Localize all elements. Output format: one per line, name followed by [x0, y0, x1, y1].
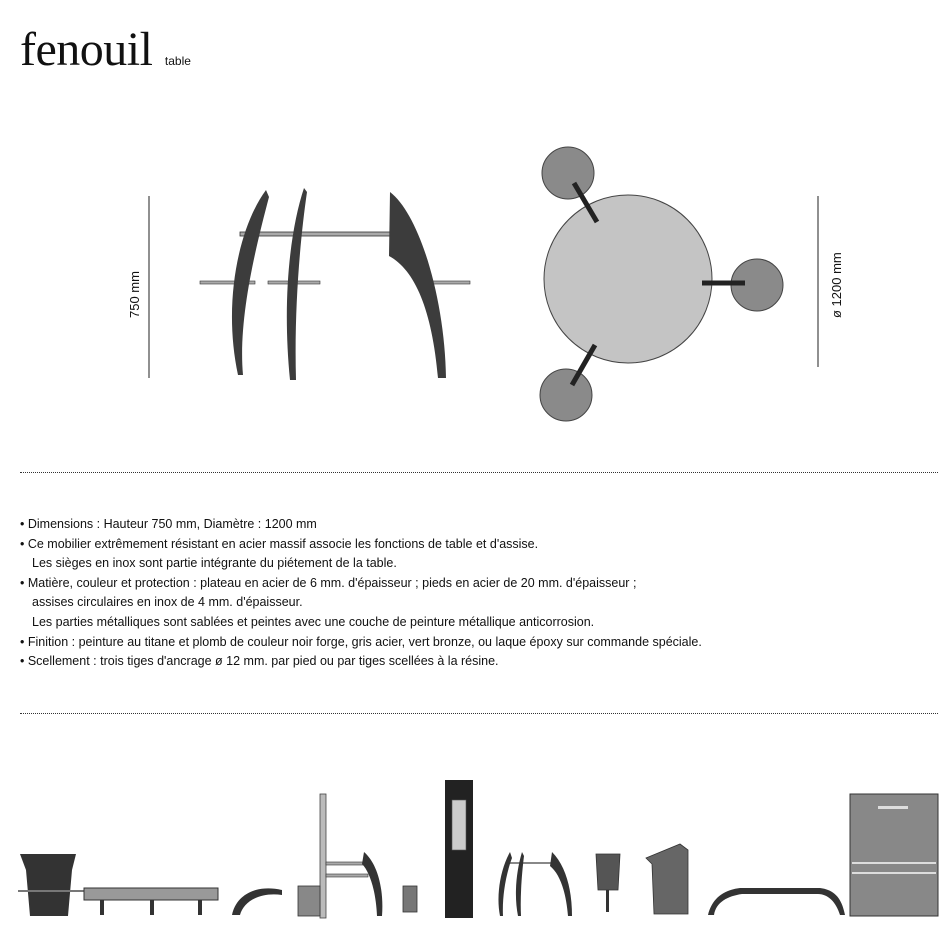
product-panel-seat — [298, 794, 382, 918]
specifications — [20, 515, 920, 672]
technical-drawing — [0, 0, 945, 440]
product-totem — [445, 780, 473, 918]
product-arch-stool — [232, 888, 282, 915]
spec-line: assises circulaires en inox de 4 mm. d'épaisseur. — [32, 595, 303, 610]
divider-bottom — [20, 713, 938, 714]
page-title: fenouil — [20, 23, 153, 76]
height-label: 750 mm — [127, 271, 142, 318]
product-bin — [596, 854, 620, 912]
seat-top-left — [542, 147, 594, 199]
product-arch-bench — [708, 888, 845, 915]
product-planter — [18, 854, 84, 916]
spec-line: Les sièges en inox sont partie intégrante du piétement de la table. — [32, 556, 397, 571]
plan-view — [540, 147, 783, 421]
product-fenouil-table — [498, 852, 572, 916]
diameter-label: ø 1200 mm — [829, 252, 844, 318]
spec-line: • Matière, couleur et protection : plateau en acier de 6 mm. d'épaisseur ; pieds en acier de 20 mm. d'épaisseur ; — [20, 575, 637, 590]
spec-line: Les parties métalliques sont sablées et peintes avec une couche de peinture métallique anticorrosion. — [32, 614, 595, 629]
spec-line: • Dimensions : Hauteur 750 mm, Diamètre : 1200 mm — [20, 517, 317, 531]
table-top-circle — [544, 195, 712, 363]
product-cabinet — [850, 794, 938, 916]
spec-line: • Ce mobilier extrêmement résistant en acier massif associe les fonctions de table et d'assise. — [20, 536, 539, 551]
seat-bottom-left — [540, 369, 592, 421]
table-top-edge — [240, 232, 410, 236]
product-mailbox — [646, 844, 688, 914]
spec-line: • Scellement : trois tiges d'ancrage ø 12 mm. par pied ou par tiges scellées à la résine. — [20, 654, 499, 669]
product-range — [0, 760, 945, 928]
leg-right — [389, 192, 446, 378]
spec-line: • Finition : peinture au titane et plomb de couleur noir forge, gris acier, vert bronze, ou laque époxy sur commande spéciale. — [20, 634, 702, 649]
product-bollard — [403, 886, 417, 912]
elevation-view — [200, 188, 470, 380]
page-subtitle: table — [164, 54, 191, 68]
product-bench — [84, 888, 218, 915]
divider-top — [20, 472, 938, 473]
